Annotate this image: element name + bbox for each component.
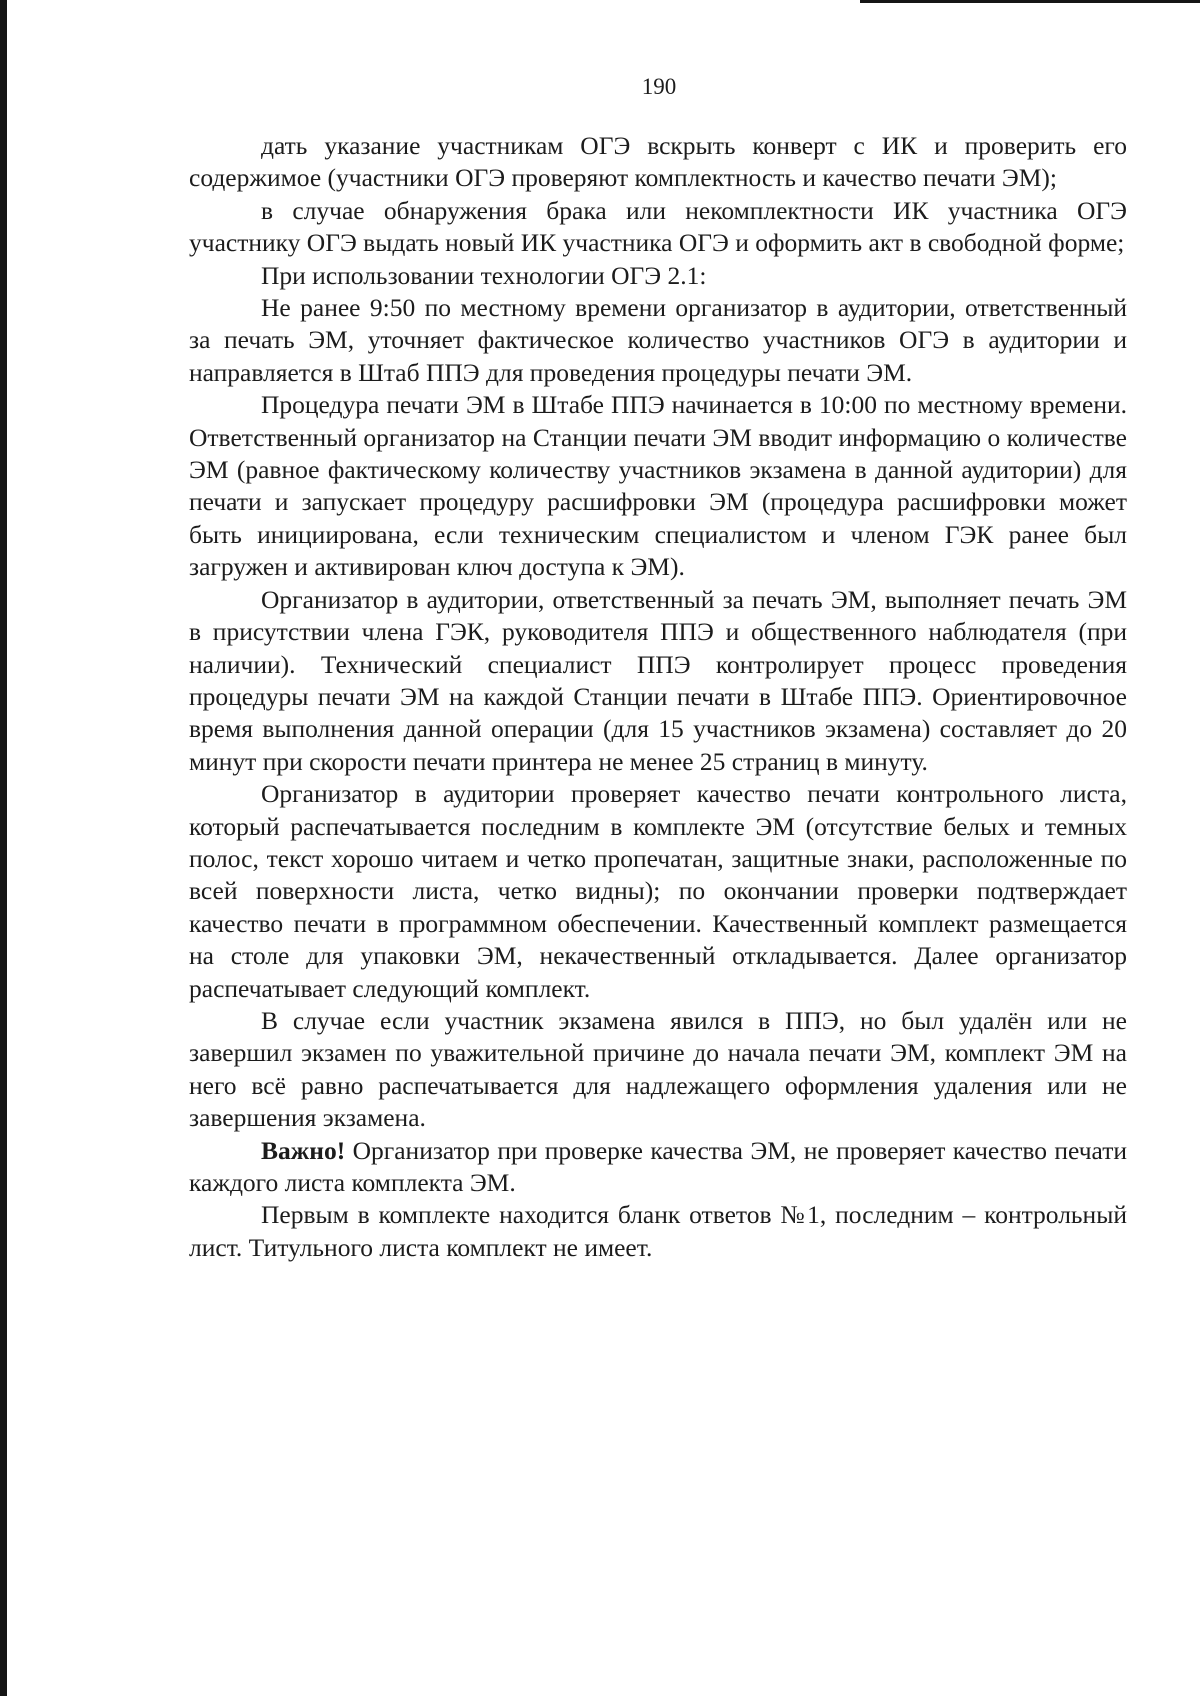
paragraph: Процедура печати ЭМ в Штабе ППЭ начинается в 10:00 по местному времени. Ответственный организатор на Станции печати ЭМ вводит информацию о количестве ЭМ (равное фактическому количеству участников экзамена в данной аудитории) для печати и запускает процедуру расшифровки ЭМ (процедура расшифровки может быть инициирована, если техническим специалистом и членом ГЭК ранее был загружен и активирован ключ доступа к ЭМ). [189,390,1127,582]
paragraph: Первым в комплекте находится бланк ответов №1, последним – контрольный лист. Титульного листа комплект не имеет. [189,1200,1127,1262]
paragraph: Не ранее 9:50 по местному времени организатор в аудитории, ответственный за печать ЭМ, уточняет фактическое количество участников ОГЭ в аудитории и направляется в Штаб ППЭ для проведения процедуры печати ЭМ. [189,293,1127,387]
document-body [189,130,1127,1264]
paragraph: Организатор в аудитории, ответственный за печать ЭМ, выполняет печать ЭМ в присутствии члена ГЭК, руководителя ППЭ и общественного наблюдателя (при наличии). Технический специалист ППЭ контролирует процесс проведения процедуры печати ЭМ на каждой Станции печати в Штабе ППЭ. Ориентировочное время выполнения данной операции (для 15 участников экзамена) составляет до 20 минут при скорости печати принтера не менее 25 страниц в минуту. [189,584,1127,776]
scan-edge-top [860,0,1200,3]
paragraph: дать указание участникам ОГЭ вскрыть конверт с ИК и проверить его содержимое (участники ОГЭ проверяют комплектность и качество печати ЭМ); [189,131,1127,193]
important-label: Важно! [261,1135,346,1165]
scan-edge-left [0,0,7,1696]
important-text: Организатор при проверке качества ЭМ, не проверяет качество печати каждого листа комплекта ЭМ. [189,1135,1127,1197]
paragraph: При использовании технологии ОГЭ 2.1: [261,260,707,290]
paragraph: Организатор в аудитории проверяет качество печати контрольного листа, который распечатывается последним в комплекте ЭМ (отсутствие белых и темных полос, текст хорошо читаем и четко пропечатан, защитные знаки, расположенные по всей поверхности листа, четко видны); по окончании проверки подтверждает качество печати в программном обеспечении. Качественный комплект размещается на столе для упаковки ЭМ, некачественный откладывается. Далее организатор распечатывает следующий комплект. [189,779,1127,1003]
paragraph: В случае если участник экзамена явился в ППЭ, но был удалён или не завершил экзамен по уважительной причине до начала печати ЭМ, комплект ЭМ на него всё равно распечатывается для надлежащего оформления удаления или не завершения экзамена. [189,1005,1127,1133]
paragraph: в случае обнаружения брака или некомплектности ИК участника ОГЭ участнику ОГЭ выдать новый ИК участника ОГЭ и оформить акт в свободной форме; [189,195,1127,258]
important-note [189,1135,1127,1200]
page-number: 190 [641,74,677,99]
